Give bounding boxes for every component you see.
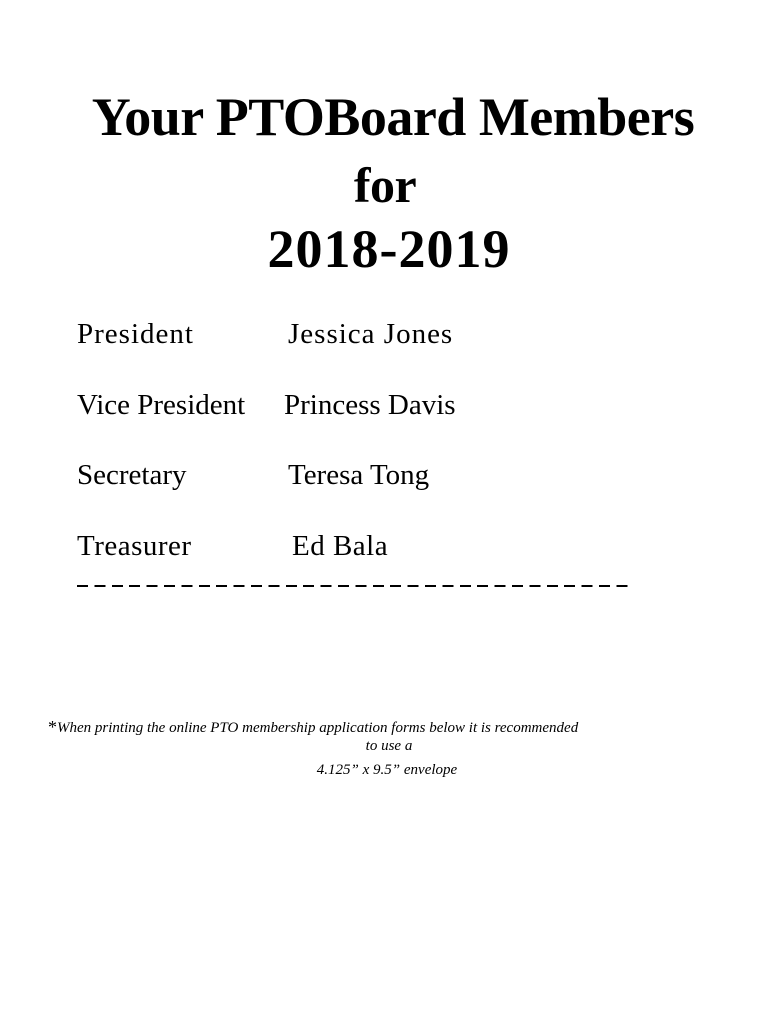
envelope-note-line-1	[48, 717, 688, 736]
role-label-secretary: Secretary	[77, 459, 187, 491]
page-title-year: 2018-2019	[267, 219, 511, 279]
page-title: Your PTOBoard Members	[91, 87, 695, 147]
member-name-treasurer: Ed Bala	[292, 530, 389, 562]
member-name-president: Jessica Jones	[288, 318, 454, 350]
member-name-secretary: Teresa Tong	[288, 459, 430, 491]
note-asterisk: *	[48, 717, 57, 737]
role-label-president: President	[77, 318, 194, 350]
role-label-treasurer: Treasurer	[77, 530, 192, 562]
role-label-vice-president: Vice President	[77, 389, 246, 421]
envelope-note-text: When printing the online PTO membership application forms below it is recommended	[57, 720, 579, 736]
envelope-note-line-3: 4.125” x 9.5” envelope	[316, 762, 458, 778]
dashed-divider	[77, 585, 632, 587]
page-title-for: for	[353, 157, 417, 213]
envelope-note-line-2: to use a	[365, 738, 413, 754]
member-name-vice-president: Princess Davis	[284, 389, 456, 421]
